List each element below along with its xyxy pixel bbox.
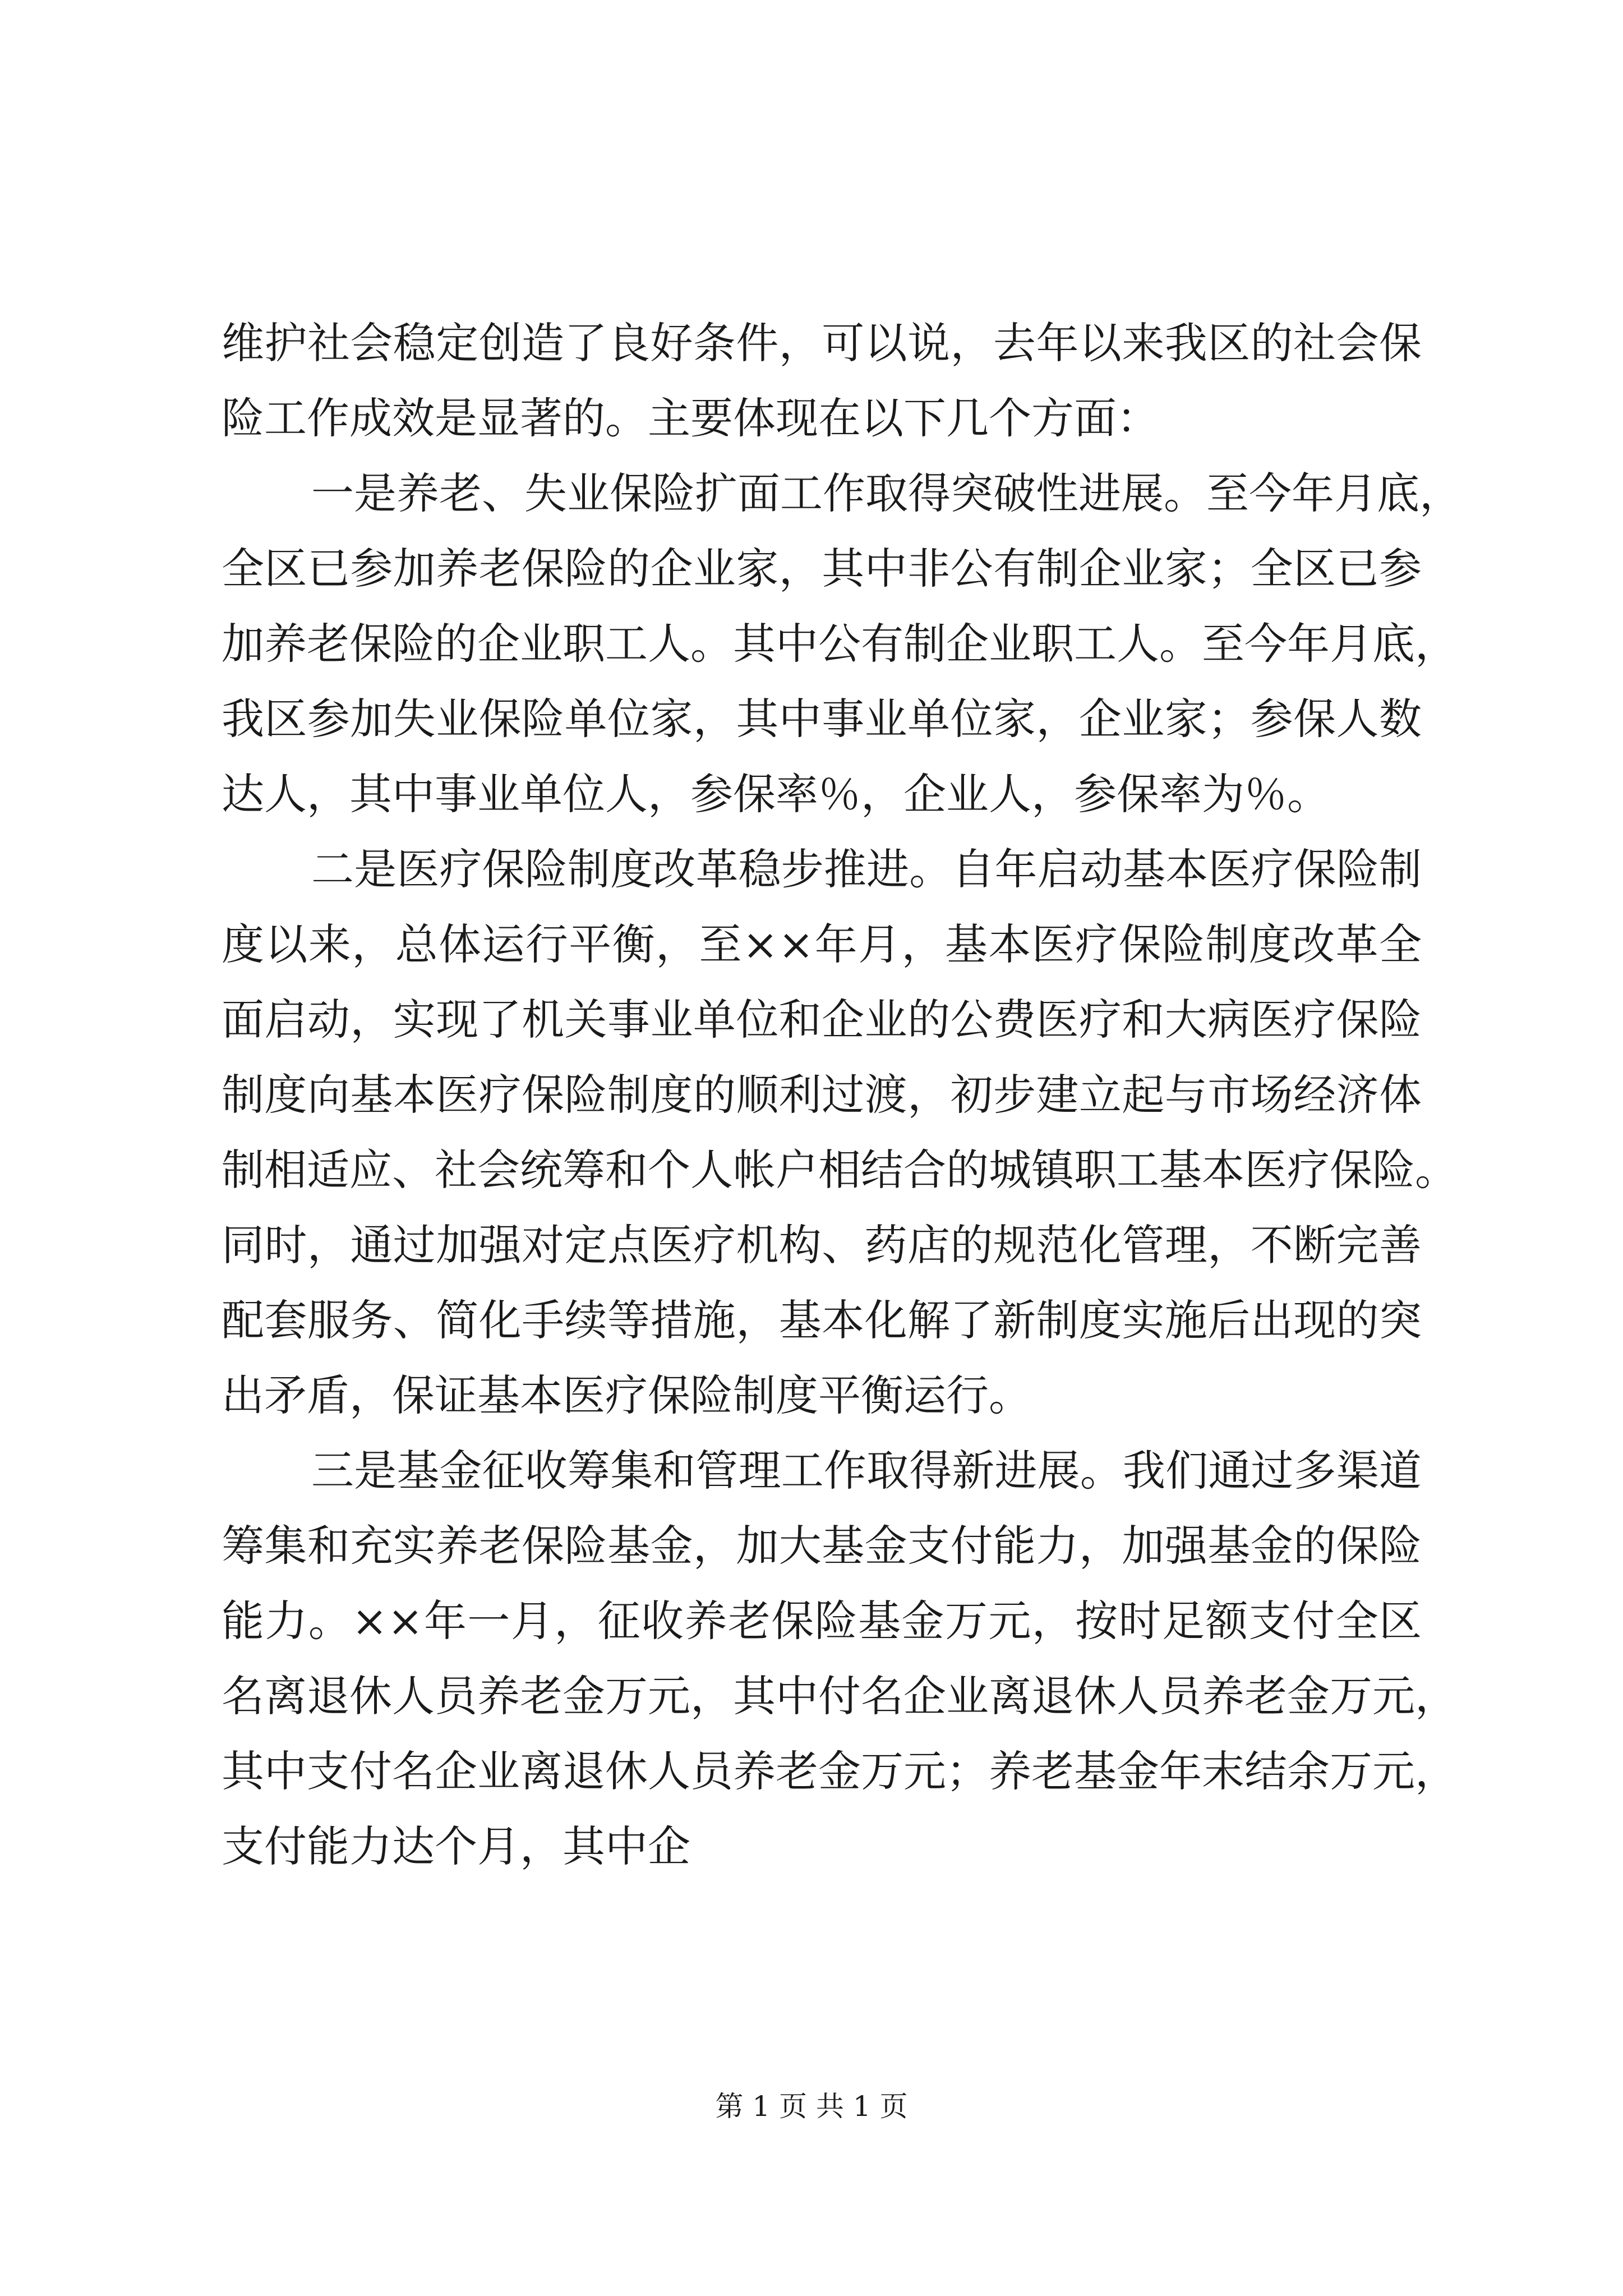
text-line: 全区已参加养老保险的企业家，其中非公有制企业家；全区已参 — [222, 544, 1422, 593]
text-line: 加养老保险的企业职工人。其中公有制企业职工人。至今年月底， — [222, 619, 1458, 669]
page-number-footer: 第 1 页 共 1 页 — [715, 2090, 908, 2123]
body-text — [222, 306, 1462, 1884]
text-line: 面启动，实现了机关事业单位和企业的公费医疗和大病医疗保险 — [222, 995, 1422, 1045]
text-line: 维护社会稳定创造了良好条件，可以说，去年以来我区的社会保 — [222, 318, 1422, 368]
text-line: 同时，通过加强对定点医疗机构、药店的规范化管理，不断完善 — [222, 1220, 1422, 1270]
text-line: 我区参加失业保险单位家，其中事业单位家，企业家；参保人数 — [222, 694, 1422, 744]
text-line: 筹集和充实养老保险基金，加大基金支付能力，加强基金的保险 — [222, 1521, 1422, 1571]
paragraph-first-line: 三是基金征收筹集和管理工作取得新进展。我们通过多渠道 — [311, 1446, 1422, 1496]
text-line: 制相适应、社会统筹和个人帐户相结合的城镇职工基本医疗保险。 — [222, 1145, 1458, 1195]
text-line: 配套服务、简化手续等措施，基本化解了新制度实施后出现的突 — [222, 1295, 1422, 1345]
paragraph-first-line: 二是医疗保险制度改革稳步推进。自年启动基本医疗保险制 — [311, 844, 1422, 894]
text-line: 制度向基本医疗保险制度的顺利过渡，初步建立起与市场经济体 — [222, 1070, 1422, 1120]
text-line: 出矛盾，保证基本医疗保险制度平衡运行。 — [222, 1370, 1031, 1420]
text-line: 其中支付名企业离退休人员养老金万元；养老基金年末结余万元， — [222, 1746, 1458, 1796]
text-line: 险工作成效是显著的。主要体现在以下几个方面： — [222, 393, 1159, 443]
paragraph-first-line: 一是养老、失业保险扩面工作取得突破性进展。至今年月底， — [311, 468, 1462, 518]
text-line: 支付能力达个月，其中企 — [222, 1821, 690, 1871]
text-line: 名离退休人员养老金万元，其中付名企业离退休人员养老金万元， — [222, 1671, 1458, 1721]
text-line: 度以来，总体运行平衡，至××年月，基本医疗保险制度改革全 — [222, 919, 1422, 969]
text-line: 达人，其中事业单位人，参保率％，企业人，参保率为％。 — [222, 769, 1330, 819]
text-line: 能力。××年一月，征收养老保险基金万元，按时足额支付全区 — [222, 1596, 1422, 1646]
